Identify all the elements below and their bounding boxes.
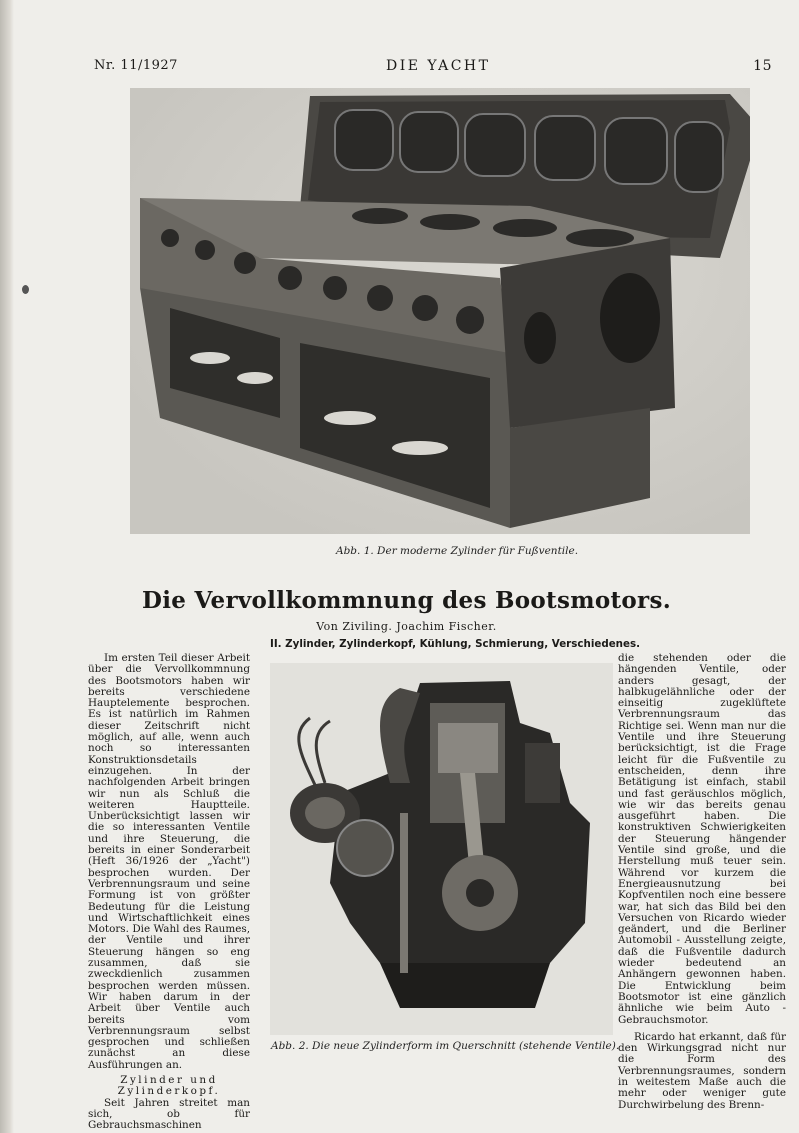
figure1-caption: Abb. 1. Der moderne Zylinder für Fußventile. <box>336 545 579 557</box>
piston <box>438 723 498 773</box>
page-spine-shadow <box>0 0 14 1133</box>
page-number: 15 <box>753 58 772 74</box>
valve-stem <box>400 813 408 973</box>
figure2-caption: Abb. 2. Die neue Zylinderform im Querschnitt (stehende Ventile). <box>271 1040 620 1052</box>
left-paragraph-2: Seit Jahren streitet man sich, ob für Gebrauchsmaschinen <box>88 1096 250 1132</box>
section-heading-line1: Zylinder und <box>120 1073 218 1086</box>
magazine-title: DIE YACHT <box>386 58 491 74</box>
left-text-column <box>88 653 250 1131</box>
carburetor <box>525 743 560 803</box>
timing-gear <box>337 820 393 876</box>
issue-number: Nr. 11/1927 <box>94 58 178 73</box>
article-subtitle: II. Zylinder, Zylinderkopf, Kühlung, Schmierung, Verschiedenes. <box>270 638 641 650</box>
right-paragraph-1: die stehenden oder die hängenden Ventile, oder anders gesagt, der halbkugelähnliche oder der einseitig zugeklüftete Verbrennungsraum das Richtige sei. Wenn man nur die Ventile und ihre Steuerung berücksichtigt, ist die Frage leicht für die Fußventile zu entscheiden, denn ihre Betätigung ist einfach, stabil und fast geräuschlos möglich, wie wir das bereits genau ausgeführt haben. Die konstruktiven Schwierigkeiten der Steuerung hängender Ventile sind große, und die Herstellung muß teuer sein. Während vor kurzem die Energieausnutzung bei Kopfventilen noch eine bessere war, hat sich das Bild bei den Versuchen von Ricardo wieder geändert, und die Berliner Automobil - Ausstellung zeigte, daß die Fußventile dadurch wieder bedeutend an Anhängern gewonnen haben. Die Entwicklung beim Bootsmotor ist eine gänzlich ähnliche wie beim Auto - Gebrauchsmotor. <box>618 652 786 1026</box>
magazine-page <box>14 0 799 1133</box>
right-paragraph-2: Ricardo hat erkannt, daß für den Wirkungsgrad nicht nur die Form des Verbrennungsraumes, sondern in weitestem Maße auch die mehr oder weniger gute Durchwirbelung des Brenn- <box>618 1030 786 1111</box>
left-paragraph-1: Im ersten Teil dieser Arbeit über die Vervollkommnung des Bootsmotors haben wir bereits verschiedene Hauptelemente besprochen. Es ist natürlich im Rahmen dieser Zeitschrift nicht möglich, auf alle, wenn auch noch so interessanten Konstruktionsdetails einzugehen. In der nachfolgenden Arbeit bringen wir nun als Schluß die weiteren Hauptteile. Unberücksichtigt lassen wir die so interessanten Ventile und ihre Steuerung, die bereits in einer Sonderarbeit (Heft 36/1926 der „Yacht") besprochen wurden. Der Verbrennungsraum und seine Formung ist von größter Bedeutung für die Leistung und Wirtschaftlichkeit eines Motors. Die Wahl des Raumes, der Ventile und ihrer Steuerung hängen so eng zusammen, daß sie zweckdienlich zusammen besprochen werden müssen. Wir haben darum in der Arbeit über Ventile auch bereits vom Verbrennungsraum selbst gesprochen und schließen zunächst an diese Ausführungen an. <box>88 652 250 1071</box>
cylinder-block-illustration <box>130 88 750 534</box>
cylinder-block-photo <box>130 88 750 534</box>
engine-cross-section-photo <box>270 663 613 1035</box>
paper-blemish <box>22 285 29 294</box>
right-text-column <box>618 653 786 1111</box>
article-title: Die Vervollkommnung des Bootsmotors. <box>141 587 672 614</box>
section-heading-line2: Zylinderkopf. <box>117 1085 221 1098</box>
article-byline: Von Ziviling. Joachim Fischer. <box>316 620 497 633</box>
engine-cross-section-illustration <box>270 663 613 1035</box>
